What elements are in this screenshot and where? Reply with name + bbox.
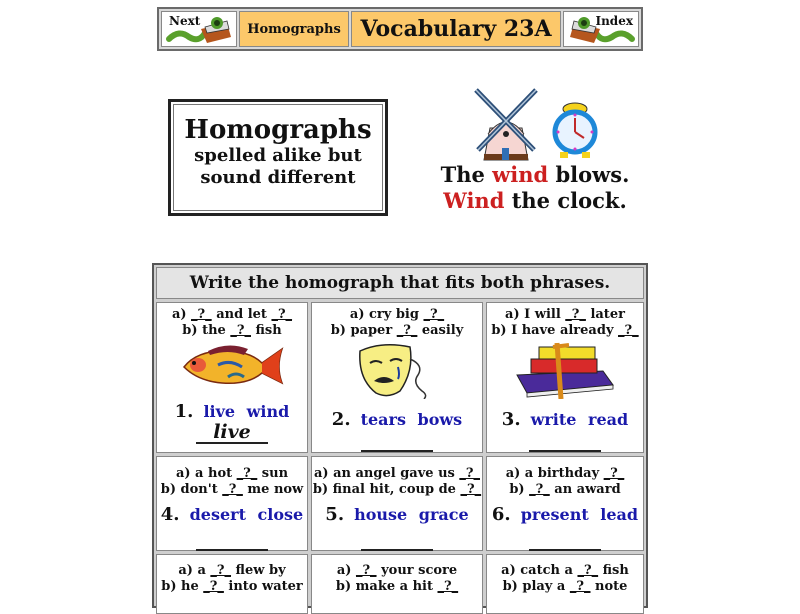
clue-b: b) don't _?_ me now [160,482,304,497]
definition-title: Homographs [184,115,372,145]
clue-a: a) an angel gave us _?_ [314,466,480,481]
answer-input-2[interactable] [361,430,433,452]
exercise-cell-9 [486,554,644,614]
word-choices: house grace [354,505,469,524]
answer-input-3[interactable] [529,430,601,452]
choices-line: 4. desert close [160,504,304,525]
highlight-word: wind [492,162,549,187]
answer-input-1[interactable]: live [196,422,268,444]
next-button[interactable] [161,11,237,47]
clue-a: a) _?_ your score [336,563,458,578]
choices-line: 5. house grace [325,504,469,525]
topic-label: Homographs [239,11,349,47]
example-text: the clock. [504,188,627,213]
fish-image [178,341,286,389]
choices-line: 1. live wind [174,401,290,422]
worksheet-instruction: Write the homograph that fits both phrases. [156,267,644,299]
word-choices: write read [530,410,629,429]
clue-b: b) final hit, coup de _?_ [312,482,482,497]
definition-box [168,99,388,216]
index-label: Index [595,14,633,28]
page-title: Vocabulary 23A [351,11,561,47]
highlight-word: Wind [443,188,505,213]
example-section [432,84,638,219]
bookworm-icon [165,15,235,45]
answer-input-5[interactable] [361,529,433,551]
choices-line: 3. write read [501,409,629,430]
worksheet-row [156,302,644,453]
index-button[interactable] [563,11,639,47]
answer-input-4[interactable] [196,529,268,551]
exercise-cell-2 [311,302,483,453]
exercise-cell-4 [156,456,308,551]
clue-b: b) he _?_ into water [161,579,303,594]
exercise-cell-5 [311,456,483,551]
word-choices: live wind [203,402,290,421]
windmill-icon [470,84,542,162]
bookworm-icon [566,15,636,45]
clue-a: a) I will _?_ later [505,307,625,322]
word-choices: desert close [189,505,304,524]
crying-mask-image [352,341,442,399]
choices-line: 6. present lead [491,504,639,525]
clue-a: a) catch a _?_ fish [501,563,629,578]
exercise-cell-3 [486,302,644,453]
exercise-cell-6 [486,456,644,551]
clue-a: a) cry big _?_ [349,307,445,322]
definition-line-2: sound different [200,167,356,188]
clue-a: a) a birthday _?_ [505,466,625,481]
word-choices: tears bows [360,410,463,429]
definition-line-1: spelled alike but [194,145,362,166]
worksheet-table [152,263,648,608]
clue-a: a) a _?_ flew by [178,563,286,578]
alarm-clock-icon [548,100,602,160]
answer-input-6[interactable] [529,529,601,551]
word-choices: present lead [520,505,639,524]
worksheet-row [156,456,644,551]
choices-line: 2. tears bows [331,409,463,430]
clue-a: a) a hot _?_ sun [175,466,289,481]
books-image [513,341,617,399]
clue-b: b) I have already _?_ [491,323,639,338]
example-sentence-2 [432,188,638,213]
definition-inner [173,104,383,211]
clue-b: b) the _?_ fish [182,323,282,338]
clue-b: b) _?_ an award [509,482,621,497]
next-label: Next [169,14,201,28]
example-sentence-1 [432,162,638,187]
nav-bar [157,7,643,51]
clue-b: b) paper _?_ easily [330,323,464,338]
clue-b: b) play a _?_ note [502,579,628,594]
worksheet-row [156,554,644,614]
exercise-cell-8 [311,554,483,614]
example-text: blows. [548,162,630,187]
clue-a: a) _?_ and let _?_ [171,307,293,322]
exercise-cell-7 [156,554,308,614]
exercise-cell-1 [156,302,308,453]
example-text: The [440,162,493,187]
clue-b: b) make a hit _?_ [335,579,459,594]
